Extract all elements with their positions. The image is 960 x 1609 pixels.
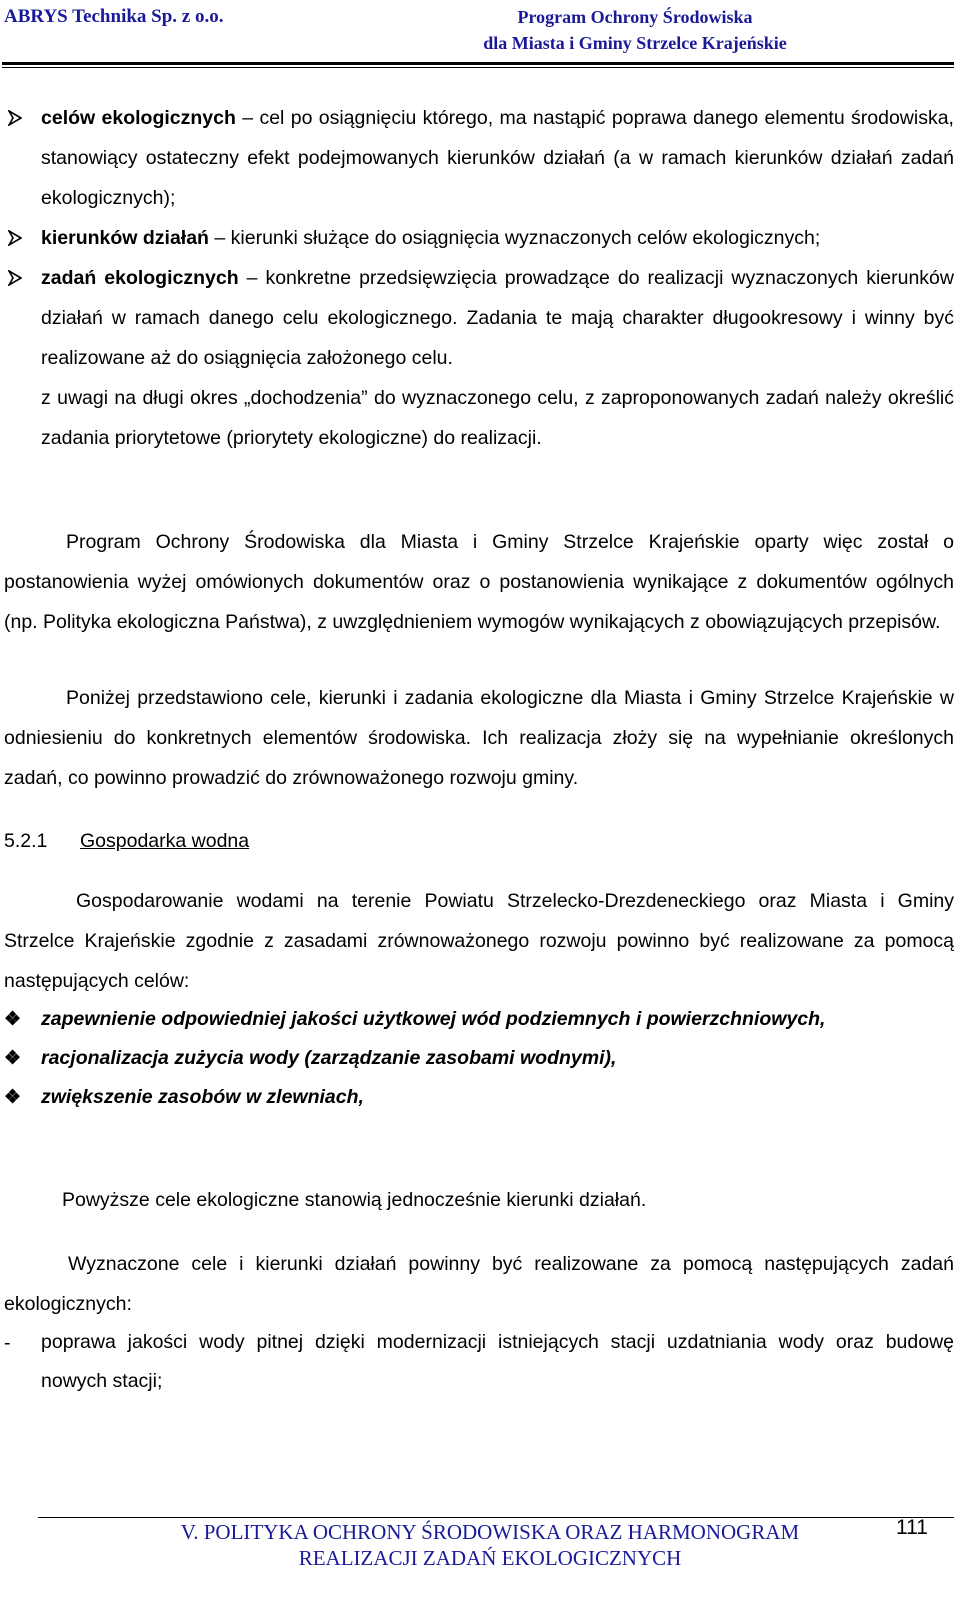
footer-rule: [38, 1517, 954, 1518]
header-company: ABRYS Technika Sp. z o.o.: [4, 6, 224, 27]
paragraph-water-management: Gospodarowanie wodami na terenie Powiatu Strzelecko-Drezdeneckiego oraz Miasta i Gminy Strzelce Krajeńskie zgodnie z zasadami zrównoważonego rozwoju powinno być realizowane za pomocą następujących celów:: [4, 890, 954, 992]
definition-text: – konkretne przedsięwzięcia prowadzące do realizacji wyznaczonych kierunków działań w ramach danego celu ekologicznego. Zadania te mają charakter długookresowy i winny być realizowane aż do osiągnięcia założonego celu.: [41, 267, 954, 369]
paragraph-tasks-intro: Wyznaczone cele i kierunki działań powinny być realizowane za pomocą następujących zadań ekologicznych:: [4, 1253, 954, 1315]
diamond-bullet-icon: ❖: [4, 1009, 22, 1030]
goal-item: [4, 1000, 954, 1039]
definition-item: [4, 98, 954, 218]
footer-chapter-title: V. POLITYKA OCHRONY ŚRODOWISKA ORAZ HARMONOGRAM REALIZACJI ZADAŃ EKOLOGICZNYCH: [180, 1520, 800, 1570]
diamond-bullet-icon: ❖: [4, 1048, 22, 1069]
paragraph-goals-are-directions: Powyższe cele ekologiczne stanowią jednocześnie kierunki działań.: [62, 1189, 647, 1211]
arrowhead-bullet-icon: [8, 258, 22, 298]
arrowhead-bullet-icon: [8, 98, 22, 138]
definition-item: [4, 258, 954, 378]
goal-text: zapewnienie odpowiedniej jakości użytkowej wód podziemnych i powierzchniowych,: [41, 1008, 826, 1030]
definition-text: – cel po osiągnięciu którego, ma nastąpić poprawa danego elementu środowiska, stanowiący ostateczny efekt podejmowanych kierunków działań (a w ramach kierunków działań zadań ekologicznych);: [41, 107, 954, 209]
task-item: [4, 1323, 954, 1401]
paragraph-goals-intro: Poniżej przedstawiono cele, kierunki i zadania ekologiczne dla Miasta i Gminy Strzelce Krajeńskie w odniesieniu do konkretnych elementów środowiska. Ich realizacja złoży się na wypełnianie określonych zadań, co powinno prowadzić do zrównoważonego rozwoju gminy.: [4, 687, 954, 789]
section-title: Gospodarka wodna: [80, 830, 250, 852]
definition-term: celów ekologicznych: [41, 107, 236, 129]
definition-item: [4, 218, 954, 258]
goal-item: [4, 1078, 954, 1117]
dash-bullet: -: [4, 1332, 11, 1354]
header-program-title: [460, 4, 810, 56]
header-program-line2: dla Miasta i Gminy Strzelce Krajeńskie: [483, 33, 787, 53]
section-heading: [4, 821, 249, 861]
header-program-line1: Program Ochrony Środowiska: [517, 7, 753, 27]
section-number: 5.2.1: [4, 830, 48, 852]
goal-text: zwiększenie zasobów w zlewniach,: [41, 1086, 364, 1108]
page-number: 111: [896, 1516, 928, 1539]
task-text: poprawa jakości wody pitnej dzięki modernizacji istniejących stacji uzdatniania wody oraz budowę nowych stacji;: [41, 1331, 954, 1392]
goals-list: [4, 1000, 954, 1117]
header-rule-thin: [2, 67, 954, 68]
diamond-bullet-icon: ❖: [4, 1087, 22, 1108]
header-rule-thick: [2, 62, 954, 65]
definition-text: – kierunki służące do osiągnięcia wyznaczonych celów ekologicznych;: [208, 227, 821, 249]
paragraph-program-basis: Program Ochrony Środowiska dla Miasta i Gminy Strzelce Krajeńskie oparty więc został o postanowienia wyżej omówionych dokumentów oraz o postanowienia wynikające z dokumentów ogólnych (np. Polityka ekologiczna Państwa), z uwzględnieniem wymogów wynikających z obowiązujących przepisów.: [4, 531, 954, 633]
definition-continuation: z uwagi na długi okres „dochodzenia” do wyznaczonego celu, z zaproponowanych zadań należy określić zadania priorytetowe (priorytety ekologiczne) do realizacji.: [41, 387, 954, 449]
definition-list: [4, 98, 954, 458]
definition-term: zadań ekologicznych: [41, 267, 239, 289]
goal-item: [4, 1039, 954, 1078]
definition-term: kierunków działań: [41, 227, 209, 249]
arrowhead-bullet-icon: [8, 218, 22, 258]
goal-text: racjonalizacja zużycia wody (zarządzanie zasobami wodnymi),: [41, 1047, 617, 1069]
